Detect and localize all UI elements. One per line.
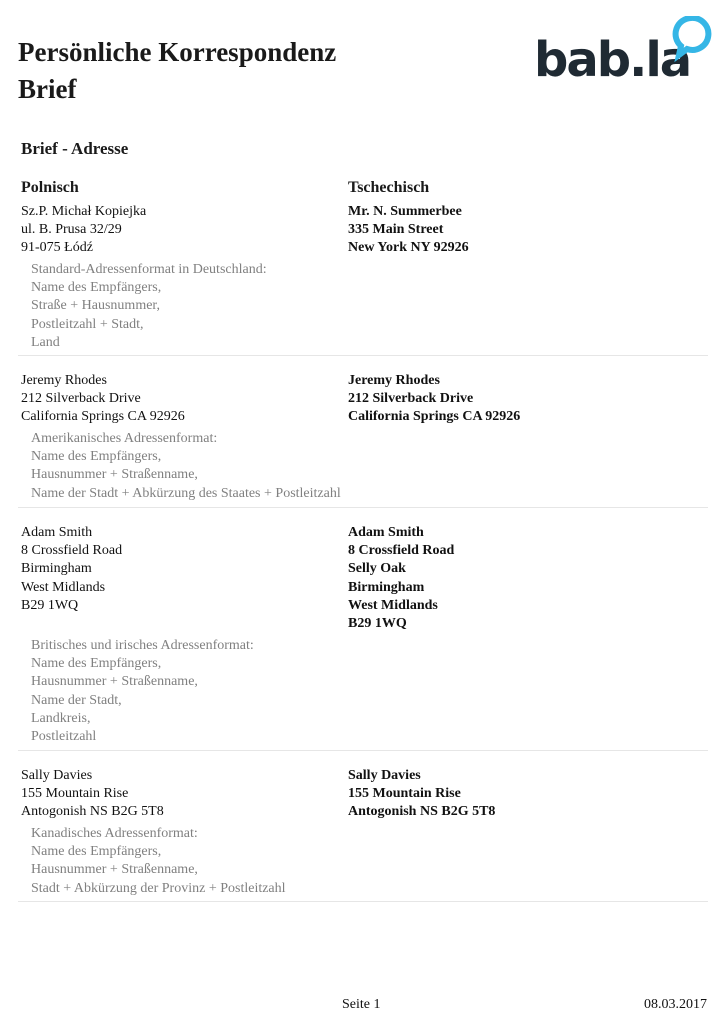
section-heading: Brief - Adresse bbox=[21, 139, 129, 158]
note-line: Kanadisches Adressenformat: bbox=[31, 826, 198, 841]
address-line: 91-075 Łódź bbox=[21, 240, 93, 256]
address-entry bbox=[18, 524, 708, 751]
address-line: Antogonish NS B2G 5T8 bbox=[348, 804, 496, 820]
column-heading-left: Polnisch bbox=[21, 179, 79, 196]
note-line: Name der Stadt + Abkürzung des Staates + Postleitzahl bbox=[31, 485, 341, 501]
note-line: Landkreis, bbox=[31, 710, 91, 726]
note-line: Amerikanisches Adressenformat: bbox=[31, 431, 218, 446]
address-right bbox=[348, 767, 495, 822]
address-line: Sally Davies bbox=[21, 768, 93, 783]
format-note bbox=[31, 825, 286, 898]
address-right bbox=[348, 372, 520, 427]
address-line: Adam Smith bbox=[21, 525, 93, 540]
address-entry bbox=[18, 372, 708, 508]
address-line: Jeremy Rhodes bbox=[21, 373, 107, 388]
babla-logo bbox=[532, 16, 712, 82]
address-left bbox=[21, 767, 164, 822]
address-line: 8 Crossfield Road bbox=[348, 543, 455, 559]
address-line: Mr. N. Summerbee bbox=[348, 204, 462, 219]
address-right bbox=[348, 524, 454, 633]
address-left bbox=[21, 203, 146, 258]
address-line: 8 Crossfield Road bbox=[21, 543, 123, 559]
note-line: Name des Empfängers, bbox=[31, 449, 162, 465]
format-note bbox=[31, 430, 341, 503]
note-line: Name der Stadt, bbox=[31, 692, 122, 708]
document-date: 08.03.2017 bbox=[644, 997, 707, 1012]
note-line: Name des Empfängers, bbox=[31, 280, 162, 296]
note-line: Britisches und irisches Adressenformat: bbox=[31, 638, 254, 653]
note-line: Postleitzahl bbox=[31, 729, 97, 745]
address-right bbox=[348, 203, 469, 258]
address-line: Sz.P. Michał Kopiejka bbox=[21, 204, 147, 219]
note-line: Name des Empfängers, bbox=[31, 656, 162, 672]
address-line: 335 Main Street bbox=[348, 222, 444, 238]
address-line: Selly Oak bbox=[348, 561, 406, 577]
address-line: 212 Silverback Drive bbox=[21, 391, 141, 407]
address-entry bbox=[18, 767, 708, 902]
note-line: Stadt + Abkürzung der Provinz + Postleitzahl bbox=[31, 880, 286, 896]
note-line: Name des Empfängers, bbox=[31, 844, 162, 860]
note-line: Standard-Adressenformat in Deutschland: bbox=[31, 262, 267, 277]
address-line: Adam Smith bbox=[348, 525, 424, 540]
address-line: Jeremy Rhodes bbox=[348, 373, 440, 388]
address-line: Birmingham bbox=[348, 579, 425, 595]
address-line: B29 1WQ bbox=[21, 597, 79, 613]
title-line-2: Brief bbox=[18, 74, 77, 104]
address-line: 212 Silverback Drive bbox=[348, 391, 474, 407]
note-line: Land bbox=[31, 334, 60, 350]
format-note bbox=[31, 637, 254, 746]
title-line-1: Persönliche Korrespondenz bbox=[18, 37, 337, 67]
address-entry bbox=[18, 203, 708, 356]
note-line: Straße + Hausnummer, bbox=[31, 298, 161, 314]
address-line: Sally Davies bbox=[348, 768, 421, 783]
address-line: B29 1WQ bbox=[348, 616, 407, 632]
column-heading-right: Tschechisch bbox=[348, 179, 430, 196]
address-left bbox=[21, 372, 185, 427]
note-line: Postleitzahl + Stadt, bbox=[31, 316, 144, 332]
address-line: Birmingham bbox=[21, 561, 92, 577]
note-line: Hausnummer + Straßenname, bbox=[31, 862, 198, 878]
note-line: Hausnummer + Straßenname, bbox=[31, 467, 198, 483]
note-line: Hausnummer + Straßenname, bbox=[31, 674, 198, 690]
address-line: ul. B. Prusa 32/29 bbox=[21, 222, 122, 238]
address-line: California Springs CA 92926 bbox=[21, 409, 185, 425]
page-number: Seite 1 bbox=[342, 997, 381, 1012]
format-note bbox=[31, 261, 267, 352]
address-line: Antogonish NS B2G 5T8 bbox=[21, 804, 164, 820]
address-line: 155 Mountain Rise bbox=[21, 786, 129, 802]
address-line: New York NY 92926 bbox=[348, 240, 469, 256]
address-line: California Springs CA 92926 bbox=[348, 409, 521, 425]
address-line: West Midlands bbox=[348, 597, 438, 613]
address-line: 155 Mountain Rise bbox=[348, 786, 461, 802]
address-left bbox=[21, 524, 122, 615]
page-title bbox=[18, 34, 438, 108]
logo-text: bab.la bbox=[534, 32, 691, 82]
address-line: West Midlands bbox=[21, 579, 106, 595]
